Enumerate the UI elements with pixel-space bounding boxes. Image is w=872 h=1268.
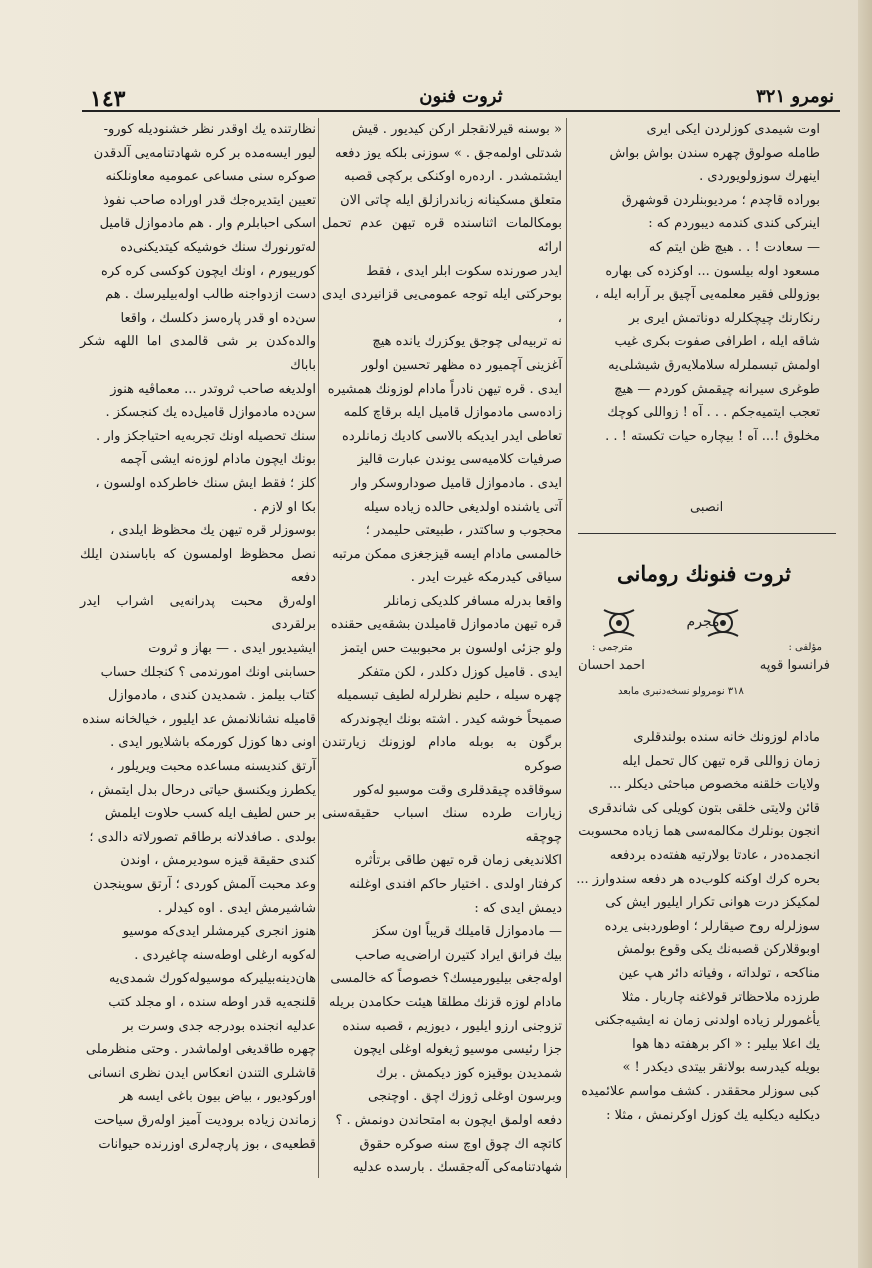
text-line: صرفيات كلاميه‌سى يوندن عبارت قاليز — [357, 452, 562, 468]
text-line: اوله‌جغى بيليورميسك؟ خصوصاً كه خالمسى — [330, 971, 562, 987]
text-line: بوزوللى فقير معلمه‌يى آچيق بر آرابه ايله ، — [594, 287, 820, 303]
text-line: ديمش ايدى كه : — [474, 900, 562, 916]
text-line: جزا رئيسى موسيو ژيغوله اوغلى ايچون — [353, 1042, 562, 1058]
text-line: بويله كيدرسه بولانقر بيتدى ديكدر ! » — [622, 1060, 820, 1076]
serial-banner: ثروت فنونك رومانى — [617, 560, 792, 586]
text-line: بيك فرانق ايراد كتيرن اراضى‌يه صاحب — [355, 947, 562, 963]
text-line: زاده‌سى مادموازل قاميل ايله برقاچ كلمه — [343, 405, 562, 421]
text-line: قطعيه‌ى ، بوز پارچه‌لرى اوزرنده حيوانات — [98, 1136, 316, 1152]
text-line: بومكالمات اثناسنده قره تيهن عدم تحمل ارائه — [322, 216, 562, 255]
text-line: مناكحه ، تولداته ، وفياته دائر هپ عين — [618, 965, 820, 981]
text-line: قاميله نشانلانمش عد ايليور ، خيالخانه سنده — [82, 711, 316, 727]
text-line: سن‌ده او قدر پاره‌سز دكلسك ، واقعا — [120, 310, 316, 326]
text-line: قاشلرى التندن انعكاس ايدن نظرى انسانى — [87, 1065, 316, 1081]
text-line: هان‌دينه‌بيليركه موسيوله‌كورك شمدى‌يه — [108, 971, 316, 987]
text-line: قلنجه‌يه قدر اوطه سنده ، او مجلد كتب — [108, 994, 316, 1010]
text-line: كلز ؛ فقط ايش سنك خاطركده اولسون ، — [95, 475, 316, 491]
text-line: بر حس لطيف ايله كسب حلاوت ايلمش — [104, 806, 316, 822]
text-line: آتى ياشنده اولديغى حالده زياده سيله — [363, 499, 562, 515]
text-line: صوكره سنى مساعى عموميه معاونلكنه — [105, 169, 316, 185]
text-line: اونى دها كوزل كورمكه باشلايور ايدى . — [110, 735, 316, 751]
text-line: كتاب بيلمز . شمديدن كندى ، مادموازل — [107, 688, 316, 704]
text-line: بكا او لازم . — [253, 499, 316, 515]
column-left — [80, 118, 316, 1156]
text-line: بولدى . صافدلانه برطاقم تصورلاته دالدى ؛ — [89, 829, 316, 845]
text-line: صميحاً خوشه كيدر . اشته بونك ايچوندركه — [339, 711, 562, 727]
text-line: انجون بونلرك مكالمه‌سى هما زياده محسوبت — [578, 824, 820, 840]
column-middle — [322, 118, 562, 1180]
text-line: — مادموازل قاميلك قريباً اون سكز — [372, 924, 562, 940]
author-signature: انصبى — [690, 500, 724, 515]
text-line: محجوب و ساكتدر ، طبيعتى حليمدر ؛ — [365, 523, 562, 539]
text-line: يك اعلا بيلير : « اكر برهفته دها هوا — [632, 1036, 820, 1052]
text-line: واقعا بدرله مسافر كلديكى زمانلر — [384, 593, 562, 609]
author-name: فرانسوا قوپه — [759, 658, 830, 673]
text-line: قائن ولايتى خلقى بتون كويلى كى شاندقرى — [588, 800, 820, 816]
text-line: وبرسون اوغلى ژوزك اچق . اوچنجى — [368, 1089, 562, 1105]
text-line: حسابنى اونك امورندمى ؟ كنجلك حساب — [100, 664, 316, 680]
text-line: كرفتار اولدى . اختيار حاكم افندى اوغلنه — [349, 877, 562, 892]
text-line: — سعادت ! . . هيچ ظن ايتم كه — [648, 239, 820, 255]
text-line: يكطرز ويكنسق حياتى درحال بدل ايتمش ، — [89, 782, 316, 798]
text-line: ولايات خلقنه مخصوص مباحثى ديكلر ... — [608, 777, 820, 793]
text-line: وعد محبت آلمش كوردى ؛ آرتق سوينجدن — [93, 877, 316, 892]
section-divider — [578, 533, 836, 534]
text-line: سوقاقده چيقدقلرى وقت موسيو له‌كور — [354, 782, 562, 798]
text-line: بوراده قاچدم ؛ مرديوبنلردن قوشهرق — [621, 192, 820, 208]
text-line: ديكليه ديكليه يك كوزل اوكرنمش ، مثلا : — [606, 1107, 820, 1123]
text-line: چهره سيله ، حليم نظرلرله لطيف تبسميله — [336, 688, 562, 704]
text-line: بوسوزلر قره تيهن يك محظوظ ايلدى ، — [110, 523, 316, 539]
text-line: كورييورم ، اونك ايچون كوكسى كره كره — [101, 263, 316, 279]
continuation-note: ٣١٨ نومرولو نسخه‌دنبرى مابعد — [618, 686, 744, 697]
text-line: ايدى . قره تيهن نادراً مادام لوزونك همشيره — [327, 381, 562, 397]
text-line: كندى حقيقة قيزه سوديرمش ، اوندن — [120, 853, 316, 869]
text-line: مادام لوزونك خانه سنده بولندقلرى — [633, 730, 820, 745]
text-line: بوحركتى ايله توجه عمومى‌يى قزانيردى ايدى ، — [322, 287, 562, 326]
text-line: عدليه انجنده بودرجه جدى وسرت بر — [122, 1018, 316, 1034]
text-line: ولو جزئى اولسون بر محبوبيت حس ايتمز — [341, 641, 562, 657]
translator-name: احمد احسان — [578, 658, 645, 673]
text-line: هنوز انجرى كيرمشلر ايدى‌كه موسيو — [122, 924, 316, 940]
text-line: طامله صولوق چهره سندن بواش بواش — [609, 145, 820, 161]
text-line: شهادتنامه‌كى آله‌جقسك . بارسده عدليه — [352, 1160, 562, 1176]
translator-label: مترجمى : — [592, 642, 633, 653]
text-line: خالمسى مادام ايسه قيزجغزى ممكن مرتبه — [332, 546, 562, 562]
text-line: ايشيديور ايدى . — بهاز و ثروت — [148, 641, 316, 657]
text-line: بونك ايچون مادام لوزه‌نه ايشى آچمه — [120, 452, 316, 468]
text-line: نظارتنده يك اوقدر نظر خشنوديله كورو- — [103, 122, 316, 137]
text-line: زمان زواللى قره تيهن كال تحمل ايله — [622, 753, 820, 769]
text-line: شدتلى اولمه‌جق . » سوزنى بلكه يوز دفعه — [335, 145, 562, 161]
text-line: اينهرك سوزولويوردى . — [699, 169, 820, 185]
text-line: اينركى كندى كندمه ديبوردم كه : — [648, 216, 820, 232]
text-line: مخلوق !... آه ! بيچاره حيات تكسته ! . . — [605, 428, 820, 444]
text-line: رنكارنك چيچكلرله دوناتمش ايرى بر — [628, 310, 820, 326]
page-spine-shadow — [858, 0, 872, 1268]
text-line: چهره طاقديغى اولماشدر . وحتى منظرملى — [85, 1042, 316, 1058]
text-line: والده‌كدن بر شى قالمدى اما اللهه شكر باباك — [80, 334, 316, 373]
text-line: سوزلرله روح صيقارلر ؛ اوطوردبنى يرده — [604, 918, 820, 934]
text-line: لمكيكز درت هوانى تكرار ايليور ايش كى — [605, 895, 820, 911]
ornament-icon — [600, 604, 638, 642]
author-label: مؤلفى : — [788, 642, 822, 653]
text-line: نصل محظوظ اولمسون كه باباسندن ايلك دفعه — [80, 546, 316, 586]
journal-title: ثروت فنون — [419, 86, 503, 107]
text-line: ايدى . قاميل كوزل دكلدر ، لكن متفكر — [358, 664, 562, 680]
text-line: اكلانديغى زمان قره تيهن طاقى برتأثره — [354, 853, 562, 869]
text-line: مادام لوزه قزنك مطلقا هيئت حكامدن بريله — [328, 994, 562, 1010]
text-line: اوبوقلاركن قصبه‌نك يكى وقوع بولمش — [616, 942, 820, 958]
text-line: ايدى . مادموازل قاميل صوداروسكر وار — [351, 475, 562, 491]
text-line: زماندن زياده بروديت آميز اوله‌رق سياحت — [94, 1112, 316, 1128]
text-line: ايدر صورنده سكوت ابلر ايدى ، فقط — [366, 263, 562, 279]
text-line: سنك تحصيله اونك تجربه‌يه احتياجكز وار . — [95, 428, 316, 444]
text-line: ايشتمشدر . ارده‌ره اوكنكى بركچى قصبه — [344, 169, 562, 185]
novel-title: مجرم — [686, 614, 720, 630]
page-number: ١٤٣ — [90, 86, 126, 112]
column-right-bottom — [570, 726, 820, 1127]
issue-number: نومرو ٣٢١ — [756, 86, 834, 107]
text-line: له‌كوبه ارغلى اوطه‌سنه چاغيردى . — [134, 947, 316, 963]
column-rule-right — [566, 118, 567, 1178]
text-line: زيارات طرده سنك اسباب حقيقه‌سنى چوچقه — [322, 806, 562, 845]
page-header — [82, 86, 840, 112]
text-line: آغزينى آچميور ده مظهر تحسين اولور — [361, 357, 562, 373]
text-line: اولمش تبسملرله سلاملايه‌رق شيشلى‌يه — [608, 357, 820, 373]
text-line: سن‌ده مادموازل قاميل‌ده يك كنجسكز . — [105, 405, 316, 421]
text-line: اولديغه صاحب ثروتدر ... معماڤيه هنوز — [110, 381, 316, 397]
text-line: تعجب ايتميه‌جكم . . . آه ! زواللى كوچك — [607, 405, 820, 421]
text-line: كبى سوزلر محققدر . كشف مواسم علائميده — [581, 1083, 820, 1099]
text-line: بحره كرك اوكنه كلوب‌ده هر دفعه سند‌وار‌ز ... — [576, 871, 820, 887]
text-line: نه تربيه‌لى چوجق يوكزرك يانده هيچ — [372, 334, 562, 350]
text-line: تزوجنى ارزو ايليور ، ديوزيم ، قصبه سنده — [342, 1018, 562, 1034]
column-right-top — [570, 118, 820, 448]
text-line: تعيين ايتديره‌جك قدر اوراده صاحب نفوذ — [102, 192, 316, 208]
text-line: شمديدن بوقيزه كوز ديكمش . برك — [376, 1065, 562, 1081]
text-line: اوله‌رق محبت پدرانه‌يى اشراب ايدر برلقردى — [80, 593, 316, 633]
text-line: آرتق كنديسنه مساعده محبت ويريلور ، — [109, 759, 316, 775]
text-line: سياقى كيدرمكه غيرت ايدر . — [410, 570, 562, 586]
column-rule-left — [318, 118, 319, 1178]
text-line: قره تيهن مادموازل قاميلدن بشقه‌يى حقنده — [330, 617, 562, 633]
text-line: متعلق مسكينانه زباندرازلق ايله چاتى الان — [340, 192, 562, 208]
text-line: « بوسنه قيرلانقجلر اركن كيديور . قيش — [351, 122, 562, 137]
text-line: شاقه ايله ، اطرافى صفوت بكرى غيب — [614, 334, 820, 350]
text-line: اسكى احبابلرم وار . هم مادموازل قاميل — [99, 216, 316, 232]
text-line: شاشيرمش ايدى . اوه كيدلر . — [157, 900, 316, 916]
text-line: اوركوديور ، بياض بيون باغى ايسه هر — [119, 1089, 316, 1105]
text-line: طرزده ملاحظاتر قولاغنه چاربار . مثلا — [621, 989, 820, 1005]
text-line: برگون به بوبله مادام لوزونك زيارتندن صوكره — [322, 735, 562, 775]
text-line: له‌تورنورك سنك خوشيكه كيتديكنى‌ده — [120, 239, 316, 255]
text-line: دفعه اولمق ايچون به امتحاندن دونمش . ؟ — [335, 1112, 562, 1128]
text-line: كاتچه اك چوق اوچ سنه صوكره حقوق — [359, 1136, 562, 1152]
text-line: دست ازدواجنه طالب اوله‌بيليرسك . هم — [105, 287, 316, 303]
text-line: انجمده‌در ، عادتا بولارتيه هفته‌ده بردفعه — [609, 847, 820, 863]
text-line: تعاطى ايدر ايديكه بالاسى كاديك زمانلرده — [342, 428, 562, 444]
text-line: مسعود اوله بيلسون ... اوكزده كى بهاره — [605, 263, 820, 279]
text-line: يأغمورلر زياده اولدنى زمان نه ايشيه‌جكنى — [594, 1013, 820, 1029]
text-line: ليور ايسه‌مده بر كره شهادتنامه‌يى آلدقدن — [93, 145, 316, 161]
text-line: اوت شيمدى كوزلردن ايكى ايرى — [646, 122, 820, 137]
text-line: طوغرى سيرانه چيقمش كوردم — هيچ — [614, 381, 820, 397]
